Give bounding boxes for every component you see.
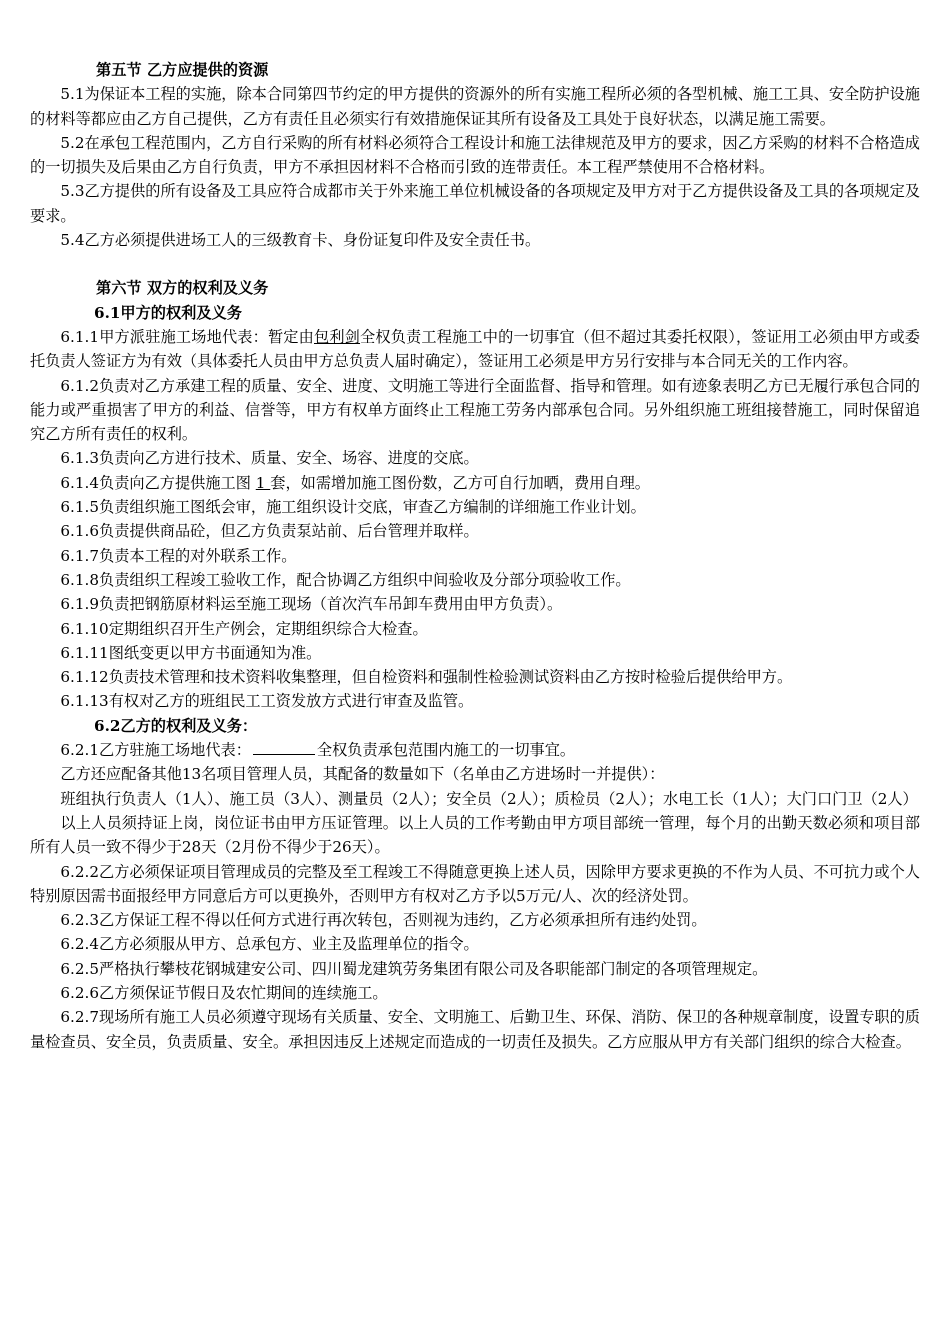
section-6-title: 第六节 双方的权利及义务 (96, 279, 269, 298)
clause-6-2-2: 6.2.2乙方必须保证项目管理成员的完整及至工程竣工不得随意更换上述人员，因除甲方要求更换的不作为人员、不可抗力或个人特别原因需书面报经甲方同意后方可以更换外，否则甲方有权对乙方予以5万元/人、次的经济处罚。 (30, 862, 920, 905)
clause-6-1-2: 6.1.2负责对乙方承建工程的质量、安全、进度、文明施工等进行全面监督、指导和管理。如有迹象表明乙方已无履行承包合同的能力或严重损害了甲方的利益、信誉等，甲方有权单方面终止工程施工劳务内部承包合同。另外组织施工班组接替施工，同时保留追究乙方所有责任的权利。 (30, 376, 920, 444)
clause-6-2-6: 6.2.6乙方须保证节假日及农忙期间的连续施工。 (60, 983, 388, 1002)
clause-6-1-3: 6.1.3负责向乙方进行技术、质量、安全、场容、进度的交底。 (60, 449, 479, 468)
clause-6-1-13: 6.1.13有权对乙方的班组民工工资发放方式进行审查及监管。 (60, 692, 474, 711)
clause-5-4: 5.4乙方必须提供进场工人的三级教育卡、身份证复印件及安全责任书。 (60, 231, 541, 250)
section-5-title: 第五节 乙方应提供的资源 (96, 61, 269, 79)
clause-6-1-5: 6.1.5负责组织施工图纸会审，施工组织设计交底，审查乙方编制的详细施工作业计划。 (60, 498, 646, 517)
clause-6-1-4-part-b: 套，如需增加施工图份数，乙方可自行加晒，费用自理。 (270, 473, 650, 492)
clause-6-2-5: 6.2.5严格执行攀枝花钢城建安公司、四川蜀龙建筑劳务集团有限公司及各职能部门制定的各项管理规定。 (60, 959, 768, 978)
clause-6-2-1-part-a: 6.2.1乙方驻施工场地代表： (60, 741, 251, 760)
clause-6-1-10: 6.1.10定期组织召开生产例会，定期组织综合大检查。 (60, 619, 428, 638)
representative-name: 包利剑 (314, 327, 361, 346)
clause-5-1: 5.1为保证本工程的实施，除本合同第四节约定的甲方提供的资源外的所有实施工程所必须的各型机械、施工工具、安全防护设施的材料等都应由乙方自己提供，乙方有责任且必须实行有效措施保证其所有设备及工具处于良好状态，以满足施工需要。 (30, 85, 920, 128)
clause-6-1-4-part-a: 6.1.4负责向乙方提供施工图 (60, 473, 256, 492)
staff-requirement: 乙方还应配备其他13名项目管理人员，其配备的数量如下（名单由乙方进场时一并提供）： (60, 765, 665, 784)
clause-6-1-7: 6.1.7负责本工程的对外联系工作。 (60, 546, 297, 565)
staff-roles: 班组执行负责人（1人）、施工员（3人）、测量员（2人）；安全员（2人）；质检员（2人）；水电工长（1人）；大门口门卫（2人） (60, 789, 918, 808)
clause-6-2-1-part-b: 全权负责承包范围内施工的一切事宜。 (316, 741, 576, 760)
subsection-6-1-title: 6.1甲方的权利及义务 (94, 303, 242, 322)
clause-6-1-6: 6.1.6负责提供商品砼，但乙方负责泵站前、后台管理并取样。 (60, 522, 479, 541)
section-spacer (30, 252, 920, 276)
clause-6-1-11: 6.1.11图纸变更以甲方书面通知为准。 (60, 643, 322, 662)
clause-6-2-3: 6.2.3乙方保证工程不得以任何方式进行再次转包，否则视为违约，乙方必须承担所有违约处罚。 (60, 911, 707, 930)
clause-6-1-9: 6.1.9负责把钢筋原材料运至施工现场（首次汽车吊卸车费用由甲方负责）。 (60, 595, 563, 614)
clause-6-1-8: 6.1.8负责组织工程竣工验收工作，配合协调乙方组织中间验收及分部分项验收工作。 (60, 570, 631, 589)
clause-6-1-4 (30, 471, 920, 495)
clause-6-1-1-part-b: 全权负责工程施工中的一切事宜（但不超过其委托权限），签证用工必须由甲方或委托负责人签证方为有效（具体委托人员由甲方总负责人届时确定），签证用工必须是甲方另行安排与本合同无关的工作内容。 (30, 327, 920, 371)
clause-5-3: 5.3乙方提供的所有设备及工具应符合成都市关于外来施工单位机械设备的各项规定及甲方对于乙方提供设备及工具的各项规定及要求。 (30, 182, 920, 225)
clause-6-1-1-part-a: 6.1.1甲方派驻施工场地代表：暂定由 (60, 327, 314, 346)
clause-5-2: 5.2在承包工程范围内，乙方自行采购的所有材料必须符合工程设计和施工法律规范及甲方的要求，因乙方采购的材料不合格造成的一切损失及后果由乙方自行负责，甲方不承担因材料不合格而引致的连带责任。本工程严禁使用不合格材料。 (30, 133, 920, 177)
clause-6-1-1 (30, 325, 920, 374)
subsection-6-2-title: 6.2乙方的权利及义务： (94, 716, 258, 735)
representative-blank (253, 740, 315, 755)
clause-6-2-7: 6.2.7现场所有施工人员必须遵守现场有关质量、安全、文明施工、后勤卫生、环保、消防、保卫的各种规章制度，设置专职的质量检查员、安全员，负责质量、安全。承担因违反上述规定而造成的一切责任及损失。乙方应服从甲方有关部门组织的综合大检查。 (30, 1008, 920, 1051)
clause-6-1-12: 6.1.12负责技术管理和技术资料收集整理，但自检资料和强制性检验测试资料由乙方按时检验后提供给甲方。 (60, 668, 793, 687)
staff-certification: 以上人员须持证上岗，岗位证书由甲方压证管理。以上人员的工作考勤由甲方项目部统一管理，每个月的出勤天数必须和项目部所有人员一致不得少于28天（2月份不得少于26天）。 (30, 813, 920, 857)
clause-6-2-1 (30, 738, 920, 762)
clause-6-2-4: 6.2.4乙方必须服从甲方、总承包方、业主及监理单位的指令。 (60, 935, 479, 954)
drawing-set-count: 1 (255, 473, 271, 492)
